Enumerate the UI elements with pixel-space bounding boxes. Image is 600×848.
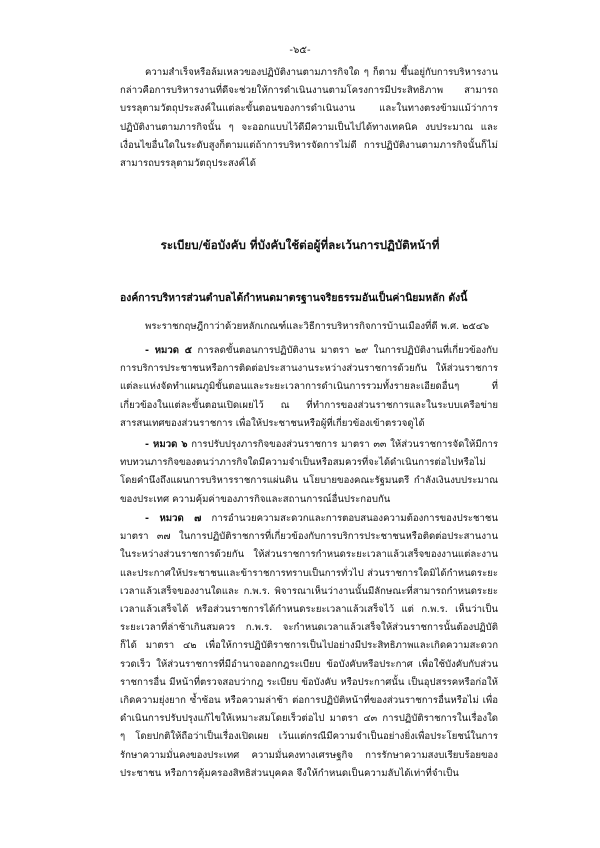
section-6-text: การปรับปรุงภารกิจของส่วนราชการ มาตรา ๓๓ ให้ส่วนราชการจัดให้มีการทบทวนภารกิจของตนว่าภารกิจใดมีความจำเป็นหรือสมควรที่จะได้ดำเนินการต่อไปหรือไม่ โดยคำนึงถึงแผนการบริหารราชการแผ่นดิน นโยบายของคณะรัฐมนตรี กำลังเงินงบประมาณของประเทศ ความคุ้มค่าของภารกิจและสถานการณ์อื่นประกอบกัน — [120, 439, 498, 505]
section-heading: ระเบียบ/ข้อบังคับ ที่บังคับใช้ต่อผู้ที่ละเว้นการปฏิบัติหน้าที่ — [160, 238, 440, 252]
section-subheading: องค์การบริหารส่วนตำบลได้กำหนดมาตรฐานจริยธรรมอันเป็นค่านิยมหลัก ดังนี้ — [120, 292, 468, 304]
section-7-title: - หมวด ๗ — [145, 513, 202, 524]
section-5-paragraph — [120, 342, 498, 433]
decree-text: พระราชกฤษฎีกาว่าด้วยหลักเกณฑ์และวิธีการบริหารกิจการบ้านเมืองที่ดี พ.ศ. ๒๕๔๖ — [145, 321, 490, 332]
section-6-title: - หมวด ๖ — [145, 439, 188, 450]
decree-paragraph — [120, 318, 498, 336]
page-number: -๖๕- — [289, 45, 311, 56]
section-5-title: - หมวด ๕ — [145, 345, 192, 356]
section-7-text: การอำนวยความสะดวกและการตอบสนองความต้องการของประชาชน มาตรา ๓๗ ในการปฏิบัติราชการที่เกี่ยวข้องกับการบริการประชาชนหรือติดต่อประสานงานในระหว่างส่วนราชการด้วยกัน ให้ส่วนราชการกำหนดระยะเวลาแล้วเสร็จของงานแต่ละงานและประกาศให้ประชาชนและข้าราชการทราบเป็นการทั่วไป ส่วนราชการใดมิได้กำหนดระยะเวลาแล้วเสร็จของงานใดและ ก.พ.ร. พิจารณาเห็นว่างานนั้นมีลักษณะที่สามารถกำหนดระยะเวลาแล้วเสร็จได้ หรือส่วนราชการได้กำหนดระยะเวลาแล้วเสร็จไว้ แต่ ก.พ.ร. เห็นว่าเป็นระยะเวลาที่ล่าช้าเกินสมควร ก.พ.ร. จะกำหนดเวลาแล้วเสร็จให้ส่วนราชการนั้นต้องปฏิบัติก็ได้ มาตรา ๔๒ เพื่อให้การปฏิบัติราชการเป็นไปอย่างมีประสิทธิภาพและเกิดความสะดวกรวดเร็ว ให้ส่วนราชการที่มีอำนาจออกกฎระเบียบ ข้อบังคับหรือประกาศ เพื่อใช้บังคับกับส่วนราชการอื่น มีหน้าที่ตรวจสอบว่ากฎ ระเบียบ ข้อบังคับ หรือประกาศนั้น เป็นอุปสรรคหรือก่อให้เกิดความยุ่งยาก ซ้ำซ้อน หรือความล่าช้า ต่อการปฏิบัติหน้าที่ของส่วนราชการอื่นหรือไม่ เพื่อดำเนินการปรับปรุงแก้ไขให้เหมาะสมโดยเร็วต่อไป มาตรา ๔๓ การปฏิบัติราชการในเรื่องใด ๆ โดยปกติให้ถือว่าเป็นเรื่องเปิดเผย เว้นแต่กรณีมีความจำเป็นอย่างยิ่งเพื่อประโยชน์ในการรักษาความมั่นคงของประเทศ ความมั่นคงทางเศรษฐกิจ การรักษาความสงบเรียบร้อยของประชาชน หรือการคุ้มครองสิทธิส่วนบุคคล จึงให้กำหนดเป็นความลับได้เท่าที่จำเป็น — [120, 513, 498, 779]
section-7-paragraph — [120, 510, 498, 783]
section-6-paragraph — [120, 436, 498, 509]
section-5-text: การลดขั้นตอนการปฏิบัติงาน มาตรา ๒๙ ในการปฏิบัติงานที่เกี่ยวข้องกับการบริการประชาชนหรือการติดต่อประสานงานระหว่างส่วนราชการด้วยกัน ให้ส่วนราชการแต่ละแห่งจัดทำแผนภูมิขั้นตอนและระยะเวลาการดำเนินการรวมทั้งรายละเอียดอื่นๆ ที่เกี่ยวข้องในแต่ละขั้นตอนเปิดเผยไว้ ณ ที่ทำการของส่วนราชการและในระบบเครือข่ายสารสนเทศของส่วนราชการ เพื่อให้ประชาชนหรือผู้ที่เกี่ยวข้องเข้าตรวจดูได้ — [120, 345, 498, 429]
intro-text: ความสำเร็จหรือล้มเหลวของปฏิบัติงานตามภารกิจใด ๆ ก็ตาม ขึ้นอยู่กับการบริหารงาน กล่าวคือการบริหารงานที่ดีจะช่วยให้การดำเนินงานตามโครงการมีประสิทธิภาพ สามารถบรรลุตามวัตถุประสงค์ในแต่ละขั้นตอนของการดำเนินงาน และในทางตรงข้ามแม้ว่าการปฏิบัติงานตามภารกิจนั้น ๆ จะออกแบบไว้ดีมีความเป็นไปได้ทางเทคนิค งบประมาณ และเงื่อนไขอื่นใดในระดับสูงก็ตามแต่ถ้าการบริหารจัดการไม่ดี การปฏิบัติงานตามภารกิจนั้นก็ไม่สามารถบรรลุตามวัตถุประสงค์ได้ — [120, 67, 498, 170]
intro-paragraph — [120, 64, 498, 173]
